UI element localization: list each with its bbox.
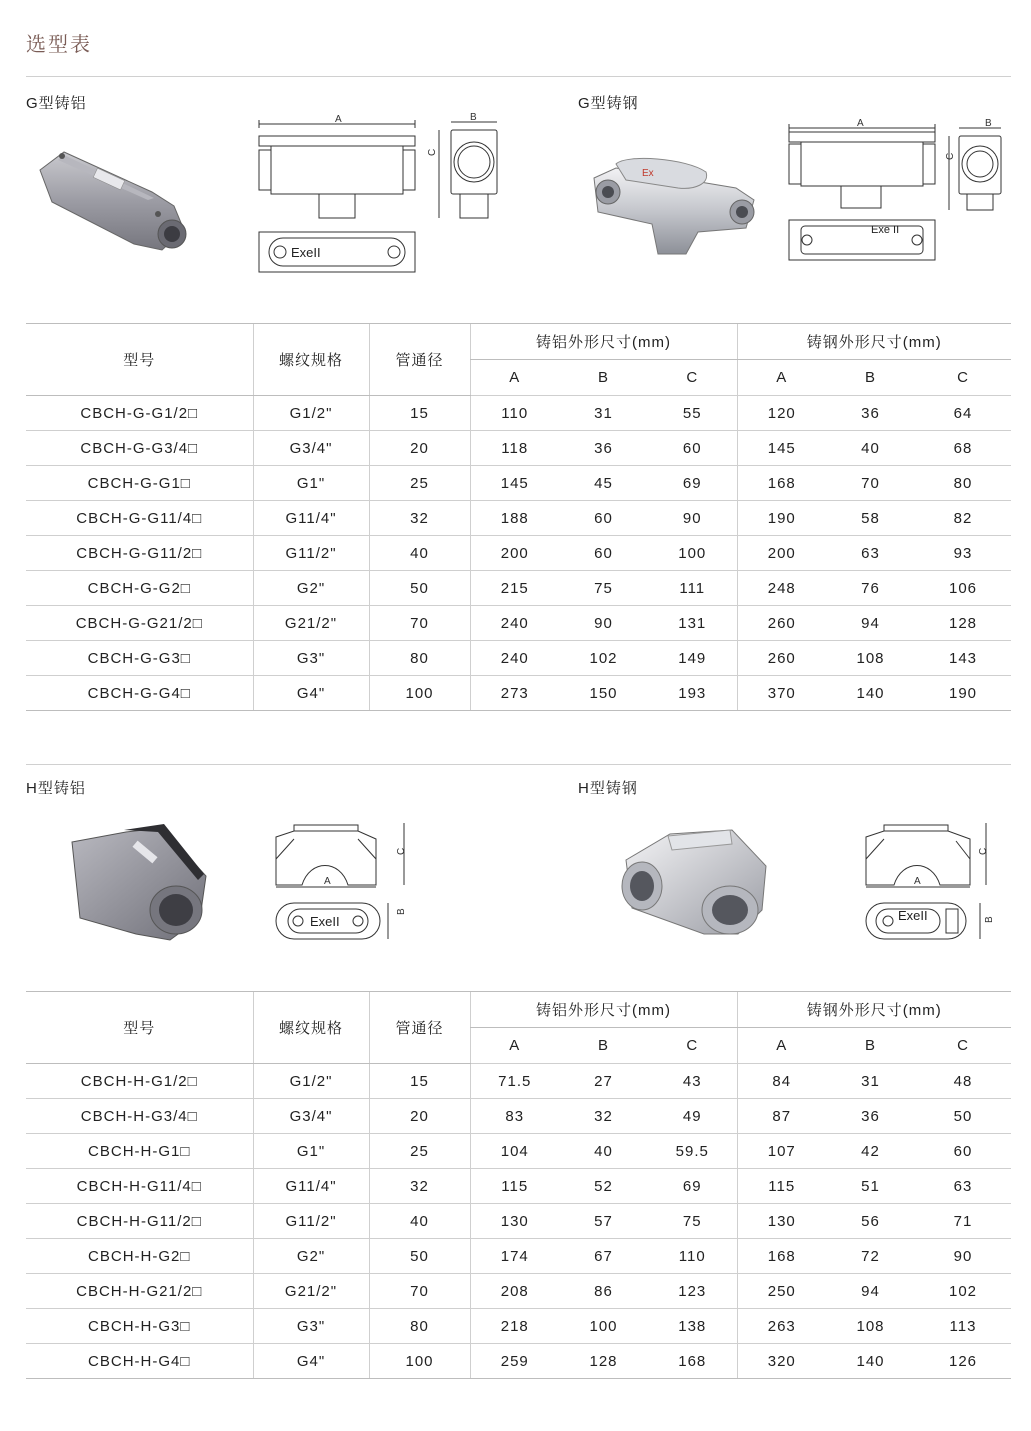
value-cell: 90 xyxy=(559,606,648,641)
value-cell: G11/4" xyxy=(253,501,369,536)
value-cell: G3" xyxy=(253,1309,369,1344)
value-cell: 259 xyxy=(470,1344,559,1379)
value-cell: 36 xyxy=(826,396,915,431)
value-cell: 68 xyxy=(915,431,1011,466)
g-spec-table xyxy=(26,323,1011,711)
value-cell: 86 xyxy=(559,1274,648,1309)
value-cell: 128 xyxy=(559,1344,648,1379)
g-aluminum-diagram xyxy=(255,112,505,277)
value-cell: 218 xyxy=(470,1309,559,1344)
value-cell: 200 xyxy=(737,536,826,571)
value-cell: 108 xyxy=(826,1309,915,1344)
value-cell: 60 xyxy=(648,431,737,466)
model-cell: CBCH-H-G2□ xyxy=(26,1239,253,1274)
value-cell: 57 xyxy=(559,1204,648,1239)
value-cell: 42 xyxy=(826,1134,915,1169)
value-cell: 208 xyxy=(470,1274,559,1309)
table-row xyxy=(26,606,1011,641)
model-cell: CBCH-H-G1□ xyxy=(26,1134,253,1169)
value-cell: 69 xyxy=(648,466,737,501)
value-cell: 120 xyxy=(737,396,826,431)
h-aluminum-label: H型铸铝 xyxy=(26,780,86,797)
h-steel-label: H型铸钢 xyxy=(578,780,638,797)
value-cell: 43 xyxy=(648,1064,737,1099)
value-cell: 190 xyxy=(915,676,1011,711)
value-cell: 273 xyxy=(470,676,559,711)
value-cell: 102 xyxy=(915,1274,1011,1309)
section-divider xyxy=(26,764,1011,765)
value-cell: 168 xyxy=(737,1239,826,1274)
value-cell: 50 xyxy=(369,1239,470,1274)
value-cell: 72 xyxy=(826,1239,915,1274)
value-cell: 63 xyxy=(915,1169,1011,1204)
value-cell: 90 xyxy=(915,1239,1011,1274)
value-cell: 131 xyxy=(648,606,737,641)
h-al-dim-b: B xyxy=(396,908,407,915)
g-steel-photo xyxy=(586,150,761,260)
value-cell: 83 xyxy=(470,1099,559,1134)
h-aluminum-diagram xyxy=(270,815,410,945)
value-cell: 31 xyxy=(559,396,648,431)
value-cell: 145 xyxy=(470,466,559,501)
g-aluminum-photo xyxy=(34,140,194,255)
value-cell: G4" xyxy=(253,1344,369,1379)
value-cell: 40 xyxy=(369,1204,470,1239)
value-cell: 140 xyxy=(826,676,915,711)
value-cell: 370 xyxy=(737,676,826,711)
value-cell: G3" xyxy=(253,641,369,676)
model-cell: CBCH-G-G3/4□ xyxy=(26,431,253,466)
value-cell: 115 xyxy=(470,1169,559,1204)
value-cell: 32 xyxy=(559,1099,648,1134)
value-cell: 32 xyxy=(369,501,470,536)
table-row xyxy=(26,676,1011,711)
value-cell: 80 xyxy=(369,641,470,676)
value-cell: 15 xyxy=(369,1064,470,1099)
value-cell: 82 xyxy=(915,501,1011,536)
value-cell: 51 xyxy=(826,1169,915,1204)
h-aluminum-photo xyxy=(66,822,216,947)
h-al-dim-a: A xyxy=(324,876,331,887)
value-cell: G3/4" xyxy=(253,431,369,466)
page-title: 选型表 xyxy=(26,34,92,56)
model-cell: CBCH-G-G11/4□ xyxy=(26,501,253,536)
value-cell: 320 xyxy=(737,1344,826,1379)
value-cell: 107 xyxy=(737,1134,826,1169)
value-cell: 188 xyxy=(470,501,559,536)
g-col-al-c: C xyxy=(648,360,737,396)
value-cell: 150 xyxy=(559,676,648,711)
value-cell: 130 xyxy=(470,1204,559,1239)
table-row xyxy=(26,1204,1011,1239)
value-cell: 102 xyxy=(559,641,648,676)
value-cell: 190 xyxy=(737,501,826,536)
value-cell: 168 xyxy=(737,466,826,501)
value-cell: 84 xyxy=(737,1064,826,1099)
g-col-al-a: A xyxy=(470,360,559,396)
model-cell: CBCH-G-G1□ xyxy=(26,466,253,501)
value-cell: 70 xyxy=(826,466,915,501)
h-col-st-a: A xyxy=(737,1028,826,1064)
value-cell: 60 xyxy=(559,536,648,571)
value-cell: G11/2" xyxy=(253,1204,369,1239)
value-cell: 60 xyxy=(559,501,648,536)
h-st-mark: ExeII xyxy=(898,908,928,923)
table-row xyxy=(26,396,1011,431)
g-col-model: 型号 xyxy=(26,324,253,396)
value-cell: 25 xyxy=(369,1134,470,1169)
value-cell: 215 xyxy=(470,571,559,606)
g-col-st-b: B xyxy=(826,360,915,396)
g-st-dim-a: A xyxy=(857,118,864,129)
value-cell: 94 xyxy=(826,1274,915,1309)
model-cell: CBCH-G-G1/2□ xyxy=(26,396,253,431)
model-cell: CBCH-H-G3□ xyxy=(26,1309,253,1344)
table-row xyxy=(26,571,1011,606)
g-col-steel-group: 铸钢外形尺寸(mm) xyxy=(737,324,1011,360)
h-col-st-c: C xyxy=(915,1028,1011,1064)
value-cell: G1/2" xyxy=(253,396,369,431)
value-cell: 240 xyxy=(470,606,559,641)
g-steel-label: G型铸钢 xyxy=(578,95,639,112)
value-cell: G2" xyxy=(253,1239,369,1274)
value-cell: G1/2" xyxy=(253,1064,369,1099)
table-row xyxy=(26,431,1011,466)
model-cell: CBCH-H-G3/4□ xyxy=(26,1099,253,1134)
value-cell: 80 xyxy=(915,466,1011,501)
g-col-al-group: 铸铝外形尺寸(mm) xyxy=(470,324,737,360)
g-st-dim-b: B xyxy=(985,118,992,129)
model-cell: CBCH-H-G1/2□ xyxy=(26,1064,253,1099)
value-cell: G11/4" xyxy=(253,1169,369,1204)
table-row xyxy=(26,641,1011,676)
value-cell: G21/2" xyxy=(253,1274,369,1309)
table-row xyxy=(26,1169,1011,1204)
table-row xyxy=(26,536,1011,571)
value-cell: 263 xyxy=(737,1309,826,1344)
value-cell: 94 xyxy=(826,606,915,641)
value-cell: 67 xyxy=(559,1239,648,1274)
value-cell: 145 xyxy=(737,431,826,466)
table-row xyxy=(26,1099,1011,1134)
table-row xyxy=(26,1344,1011,1379)
h-col-bore: 管通径 xyxy=(369,992,470,1064)
value-cell: 63 xyxy=(826,536,915,571)
value-cell: 75 xyxy=(559,571,648,606)
h-al-mark: ExeII xyxy=(310,914,340,929)
value-cell: 200 xyxy=(470,536,559,571)
table-row xyxy=(26,1239,1011,1274)
g-col-al-b: B xyxy=(559,360,648,396)
model-cell: CBCH-H-G11/4□ xyxy=(26,1169,253,1204)
value-cell: 20 xyxy=(369,431,470,466)
table-row xyxy=(26,1064,1011,1099)
g-st-dim-c: C xyxy=(945,152,956,160)
g-col-bore: 管通径 xyxy=(369,324,470,396)
value-cell: 100 xyxy=(559,1309,648,1344)
value-cell: G2" xyxy=(253,571,369,606)
value-cell: 143 xyxy=(915,641,1011,676)
value-cell: 100 xyxy=(369,676,470,711)
h-col-al-b: B xyxy=(559,1028,648,1064)
g-col-st-a: A xyxy=(737,360,826,396)
value-cell: 126 xyxy=(915,1344,1011,1379)
value-cell: G11/2" xyxy=(253,536,369,571)
value-cell: 140 xyxy=(826,1344,915,1379)
h-al-dim-c: C xyxy=(396,847,407,855)
value-cell: 15 xyxy=(369,396,470,431)
table-row xyxy=(26,501,1011,536)
value-cell: 56 xyxy=(826,1204,915,1239)
value-cell: 115 xyxy=(737,1169,826,1204)
value-cell: 123 xyxy=(648,1274,737,1309)
value-cell: 248 xyxy=(737,571,826,606)
model-cell: CBCH-G-G2□ xyxy=(26,571,253,606)
value-cell: 45 xyxy=(559,466,648,501)
value-cell: 50 xyxy=(369,571,470,606)
value-cell: 193 xyxy=(648,676,737,711)
value-cell: 260 xyxy=(737,641,826,676)
value-cell: 36 xyxy=(559,431,648,466)
g-al-dim-a: A xyxy=(335,114,342,125)
value-cell: 110 xyxy=(648,1239,737,1274)
value-cell: 87 xyxy=(737,1099,826,1134)
g-col-thread: 螺纹规格 xyxy=(253,324,369,396)
h-col-model: 型号 xyxy=(26,992,253,1064)
table-row xyxy=(26,1134,1011,1169)
value-cell: 40 xyxy=(826,431,915,466)
g-aluminum-label: G型铸铝 xyxy=(26,95,87,112)
table-row xyxy=(26,1309,1011,1344)
h-spec-table xyxy=(26,991,1011,1379)
g-steel-diagram xyxy=(785,116,1010,266)
model-cell: CBCH-G-G4□ xyxy=(26,676,253,711)
g-col-st-c: C xyxy=(915,360,1011,396)
value-cell: G21/2" xyxy=(253,606,369,641)
value-cell: 48 xyxy=(915,1064,1011,1099)
value-cell: 69 xyxy=(648,1169,737,1204)
h-steel-photo xyxy=(612,822,777,942)
g-table-body xyxy=(26,396,1011,711)
value-cell: 59.5 xyxy=(648,1134,737,1169)
model-cell: CBCH-G-G11/2□ xyxy=(26,536,253,571)
value-cell: 240 xyxy=(470,641,559,676)
value-cell: 58 xyxy=(826,501,915,536)
value-cell: 250 xyxy=(737,1274,826,1309)
value-cell: 100 xyxy=(648,536,737,571)
h-col-al-a: A xyxy=(470,1028,559,1064)
value-cell: 64 xyxy=(915,396,1011,431)
value-cell: 70 xyxy=(369,606,470,641)
value-cell: 70 xyxy=(369,1274,470,1309)
value-cell: 118 xyxy=(470,431,559,466)
model-cell: CBCH-G-G3□ xyxy=(26,641,253,676)
value-cell: 100 xyxy=(369,1344,470,1379)
value-cell: 104 xyxy=(470,1134,559,1169)
value-cell: 76 xyxy=(826,571,915,606)
value-cell: 93 xyxy=(915,536,1011,571)
g-steel-photo-ex: Ex xyxy=(642,168,654,179)
value-cell: 50 xyxy=(915,1099,1011,1134)
value-cell: 40 xyxy=(369,536,470,571)
h-st-dim-a: A xyxy=(914,876,921,887)
title-divider xyxy=(26,76,1011,77)
value-cell: 168 xyxy=(648,1344,737,1379)
model-cell: CBCH-H-G11/2□ xyxy=(26,1204,253,1239)
value-cell: 27 xyxy=(559,1064,648,1099)
value-cell: 108 xyxy=(826,641,915,676)
value-cell: 71.5 xyxy=(470,1064,559,1099)
value-cell: 130 xyxy=(737,1204,826,1239)
value-cell: 90 xyxy=(648,501,737,536)
value-cell: 25 xyxy=(369,466,470,501)
value-cell: 32 xyxy=(369,1169,470,1204)
value-cell: 260 xyxy=(737,606,826,641)
value-cell: G4" xyxy=(253,676,369,711)
h-col-steel-group: 铸钢外形尺寸(mm) xyxy=(737,992,1011,1028)
value-cell: 149 xyxy=(648,641,737,676)
value-cell: 71 xyxy=(915,1204,1011,1239)
value-cell: 36 xyxy=(826,1099,915,1134)
value-cell: 20 xyxy=(369,1099,470,1134)
value-cell: 75 xyxy=(648,1204,737,1239)
h-table-body xyxy=(26,1064,1011,1379)
model-cell: CBCH-H-G21/2□ xyxy=(26,1274,253,1309)
value-cell: 128 xyxy=(915,606,1011,641)
value-cell: 49 xyxy=(648,1099,737,1134)
value-cell: G3/4" xyxy=(253,1099,369,1134)
value-cell: 40 xyxy=(559,1134,648,1169)
table-row xyxy=(26,1274,1011,1309)
h-st-dim-c: C xyxy=(978,847,989,855)
h-st-dim-b: B xyxy=(984,916,995,923)
value-cell: 80 xyxy=(369,1309,470,1344)
value-cell: 113 xyxy=(915,1309,1011,1344)
value-cell: 111 xyxy=(648,571,737,606)
value-cell: 31 xyxy=(826,1064,915,1099)
g-al-dim-c: C xyxy=(427,148,438,156)
value-cell: 174 xyxy=(470,1239,559,1274)
value-cell: 52 xyxy=(559,1169,648,1204)
g-st-mark: Exe II xyxy=(871,224,900,236)
h-steel-diagram xyxy=(860,815,1000,945)
table-row xyxy=(26,466,1011,501)
value-cell: G1" xyxy=(253,1134,369,1169)
h-col-st-b: B xyxy=(826,1028,915,1064)
h-col-thread: 螺纹规格 xyxy=(253,992,369,1064)
value-cell: 110 xyxy=(470,396,559,431)
value-cell: 106 xyxy=(915,571,1011,606)
model-cell: CBCH-G-G21/2□ xyxy=(26,606,253,641)
g-al-dim-b: B xyxy=(470,112,477,123)
g-al-mark: ExeII xyxy=(291,245,321,260)
h-col-al-c: C xyxy=(648,1028,737,1064)
model-cell: CBCH-H-G4□ xyxy=(26,1344,253,1379)
value-cell: 55 xyxy=(648,396,737,431)
value-cell: 138 xyxy=(648,1309,737,1344)
value-cell: 60 xyxy=(915,1134,1011,1169)
value-cell: G1" xyxy=(253,466,369,501)
h-col-al-group: 铸铝外形尺寸(mm) xyxy=(470,992,737,1028)
